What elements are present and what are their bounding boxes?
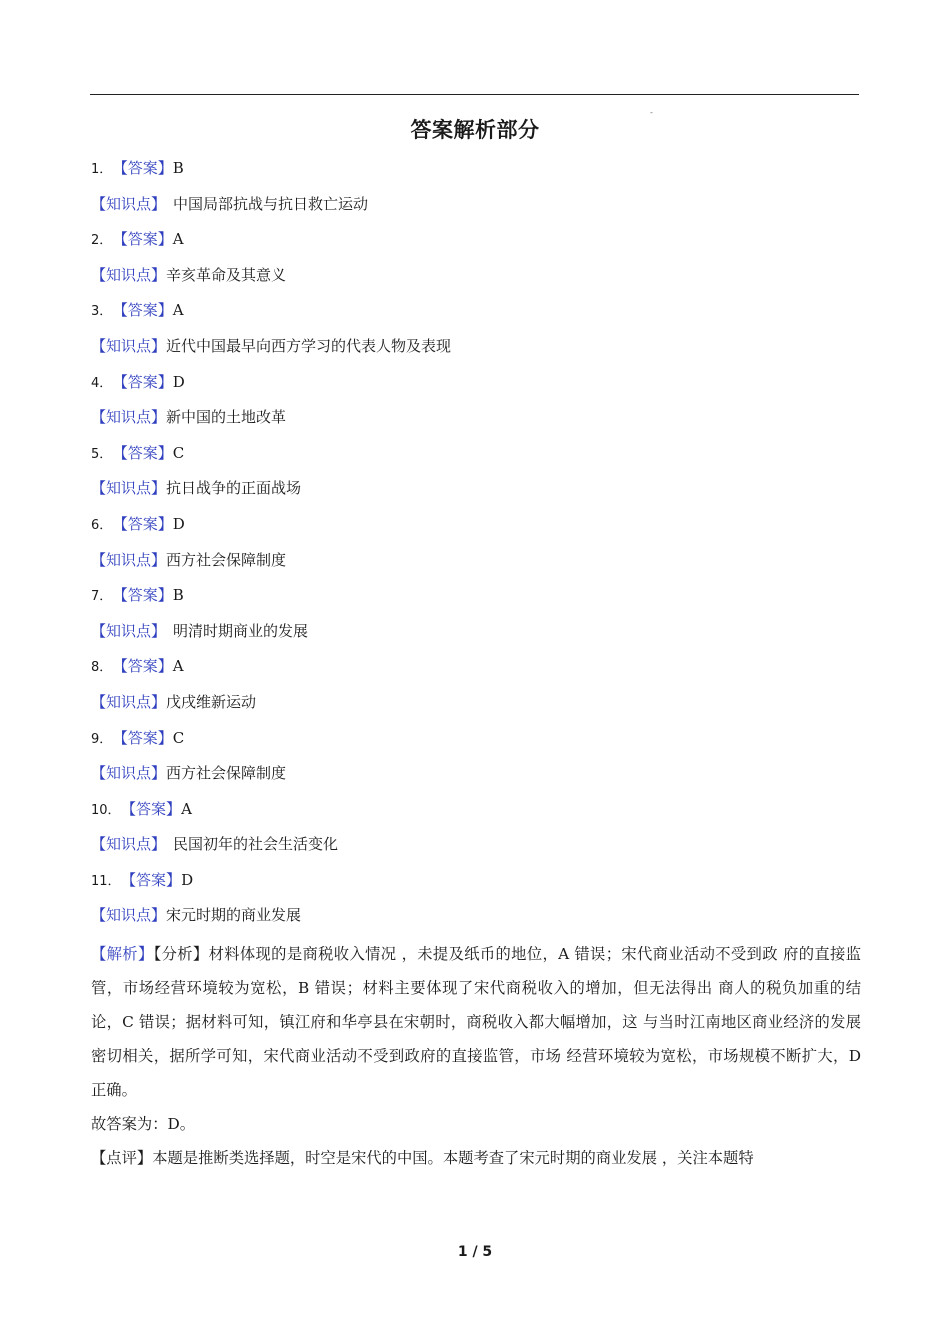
answer-value: A: [172, 230, 184, 249]
answer-tag: 【答案】: [120, 728, 173, 747]
comment-text: 本题是推断类选择题，时空是宋代的中国。本题考查了宋元时期的商业发展 ，关注本题特: [152, 1149, 754, 1167]
answer-tag: 【答案】: [120, 586, 173, 605]
answer-line: [91, 224, 861, 260]
answer-value: B: [172, 159, 184, 177]
knowledge-tag: 【知识点】: [91, 194, 167, 213]
answer-value: D: [172, 514, 185, 533]
knowledge-point: 民国初年的社会生活变化: [173, 835, 339, 854]
knowledge-line: [91, 687, 861, 723]
knowledge-point: 宋元时期的商业发展: [166, 906, 302, 925]
knowledge-line: [91, 900, 861, 936]
answer-value: C: [172, 728, 185, 747]
analysis-section: [91, 937, 861, 1175]
answer-value: D: [181, 870, 194, 889]
jiexi-tag: 【解析】: [91, 945, 154, 963]
knowledge-line: [91, 616, 861, 652]
answer-line: [91, 438, 861, 474]
answer-line: [91, 367, 861, 403]
answer-tag: 【答案】: [120, 443, 173, 462]
answer-tag: 【答案】: [120, 657, 173, 676]
comment-tag: 【点评】: [91, 1149, 153, 1167]
answer-tag: 【答案】: [120, 301, 173, 320]
knowledge-point: 辛亥革命及其意义: [166, 265, 287, 284]
knowledge-line: [91, 545, 861, 581]
knowledge-line: [91, 758, 861, 794]
question-number: 4．: [91, 375, 113, 391]
question-number: 1．: [91, 162, 113, 177]
analysis-paragraph: [91, 937, 861, 1107]
knowledge-line: [91, 189, 861, 225]
question-number: 5．: [91, 446, 113, 462]
analysis-text: 材料体现的是商税收入情况 ，未提及纸币的地位，A 错误；宋代商业活动不受到政 府的直接监管，市场经营环境较为宽松，B 错误；材料主要体现了宋代商税收入的增加，但无法得出 商人的税负加重的结论，C 错误；据材料可知，镇江府和华亭县在宋朝时，商税收入都大幅增加，这 与当时江南地区商业经济的发展密切相关，据所学可知，宋代商业活动不受到政府的直接监管，市场 经营环境较为宽松，市场规模不断扩大，D 正确。: [91, 945, 861, 1099]
answer-line: [91, 153, 861, 189]
question-number: 10．: [91, 802, 121, 818]
question-number: 11．: [91, 873, 121, 889]
answer-tag: 【答案】: [120, 159, 173, 177]
answer-line: [91, 580, 861, 616]
answer-tag: 【答案】: [120, 230, 173, 249]
knowledge-line: [91, 331, 861, 367]
knowledge-tag: 【知识点】: [91, 265, 167, 284]
answer-value: A: [181, 799, 192, 818]
knowledge-tag: 【知识点】: [91, 764, 167, 783]
comment-paragraph: [91, 1141, 861, 1175]
knowledge-line: [91, 260, 861, 296]
question-number: 6．: [91, 517, 113, 533]
answer-line: [91, 295, 861, 331]
knowledge-line: [91, 402, 861, 438]
header-mark: -: [650, 108, 653, 117]
page-title: 答案解析部分: [410, 118, 540, 142]
answer-list: [91, 153, 861, 936]
analysis-conclusion: 故答案为：D。: [91, 1115, 196, 1133]
header-rule: [90, 94, 859, 95]
answer-line: [91, 794, 861, 830]
answer-tag: 【答案】: [128, 870, 182, 889]
answer-line: [91, 723, 861, 759]
knowledge-point: 明清时期商业的发展: [173, 621, 309, 640]
answer-line: [91, 509, 861, 545]
question-number: 3．: [91, 304, 113, 320]
knowledge-tag: 【知识点】: [91, 550, 167, 569]
knowledge-point: 新中国的土地改革: [166, 408, 287, 427]
knowledge-tag: 【知识点】: [91, 906, 167, 925]
answer-line: [91, 865, 861, 901]
knowledge-tag: 【知识点】: [91, 692, 167, 711]
answer-value: A: [172, 301, 184, 320]
question-number: 2．: [91, 233, 113, 249]
knowledge-tag: 【知识点】: [91, 479, 167, 498]
knowledge-tag: 【知识点】: [91, 621, 167, 640]
question-number: 9．: [91, 731, 113, 747]
answer-value: C: [172, 443, 185, 462]
answer-tag: 【答案】: [128, 799, 182, 818]
page-number: 1 / 5: [457, 1244, 493, 1260]
answer-tag: 【答案】: [120, 514, 173, 533]
question-number: 7．: [91, 589, 113, 605]
knowledge-point: 抗日战争的正面战场: [166, 479, 302, 498]
knowledge-point: 近代中国最早向西方学习的代表人物及表现: [166, 336, 452, 355]
knowledge-point: 中国局部抗战与抗日救亡运动: [173, 194, 369, 213]
knowledge-point: 西方社会保障制度: [166, 764, 287, 783]
answer-line: [91, 651, 861, 687]
knowledge-line: [91, 829, 861, 865]
answer-tag: 【答案】: [120, 372, 173, 391]
knowledge-point: 西方社会保障制度: [166, 550, 287, 569]
knowledge-tag: 【知识点】: [91, 408, 167, 427]
knowledge-point: 戊戌维新运动: [166, 692, 257, 711]
answer-value: B: [172, 586, 184, 605]
knowledge-tag: 【知识点】: [91, 835, 167, 854]
answer-value: A: [172, 657, 184, 676]
fenxi-tag: 【分析】: [153, 945, 209, 963]
answer-value: D: [172, 372, 185, 391]
question-number: 8．: [91, 660, 113, 676]
knowledge-line: [91, 473, 861, 509]
knowledge-tag: 【知识点】: [91, 336, 167, 355]
